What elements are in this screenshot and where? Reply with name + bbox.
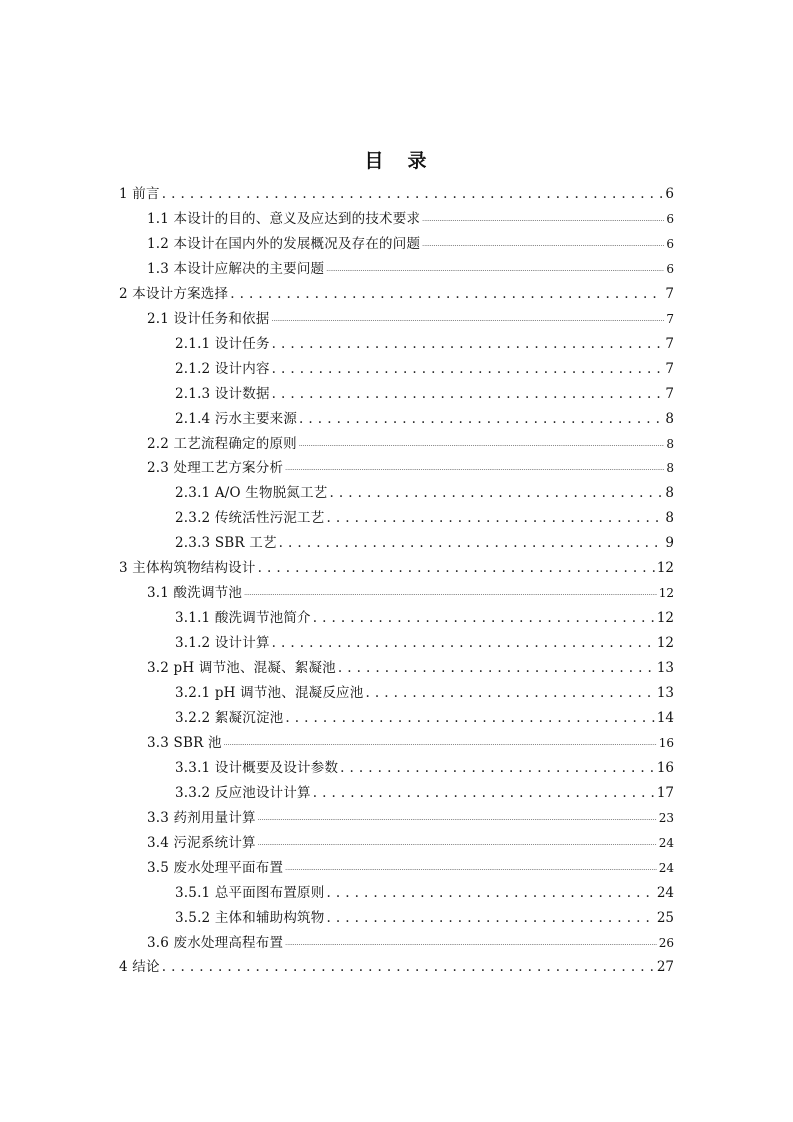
toc-dot-leader xyxy=(272,335,664,353)
toc-dot-leader xyxy=(326,909,654,927)
toc-dot-leader xyxy=(258,814,657,824)
toc-entry-label: 2.1.4 污水主要来源 xyxy=(175,410,298,427)
toc-entry[interactable] xyxy=(175,603,674,627)
toc-entry[interactable] xyxy=(147,229,674,253)
toc-entry-label: 2.1 设计任务和依据 xyxy=(147,310,270,327)
toc-page-number: 12 xyxy=(656,635,674,652)
toc-entry[interactable] xyxy=(119,952,674,976)
toc-page-number: 7 xyxy=(665,285,674,302)
toc-page-number: 25 xyxy=(656,909,674,926)
toc-dot-leader xyxy=(285,464,664,474)
toc-page-number: 13 xyxy=(656,660,674,677)
toc-entry[interactable] xyxy=(147,578,674,602)
toc-dot-leader xyxy=(299,440,664,450)
toc-entry[interactable] xyxy=(119,179,674,203)
toc-page-number: 26 xyxy=(658,935,674,950)
toc-page-number: 6 xyxy=(665,186,674,202)
toc-entry-label: 3.5.2 主体和辅助构筑物 xyxy=(175,909,325,926)
toc-entry-label: 3.2 pH 调节池、混凝、絮凝池 xyxy=(147,660,336,677)
toc-dot-leader xyxy=(326,509,663,527)
toc-entry[interactable] xyxy=(147,728,674,752)
toc-entry[interactable] xyxy=(147,653,674,677)
toc-entry-label: 4 结论 xyxy=(119,959,160,976)
toc-dot-leader xyxy=(285,709,654,727)
toc-page-number: 8 xyxy=(666,436,674,451)
toc-dot-leader xyxy=(338,659,655,677)
toc-entry[interactable] xyxy=(147,853,674,877)
toc-entry[interactable] xyxy=(175,478,674,502)
toc-dot-leader xyxy=(285,864,657,874)
toc-entry-label: 2.3.2 传统活性污泥工艺 xyxy=(175,510,325,527)
toc-entry[interactable] xyxy=(147,453,674,477)
toc-page-number: 14 xyxy=(656,709,674,726)
toc-dot-leader xyxy=(162,958,655,976)
toc-entry[interactable] xyxy=(147,928,674,952)
toc-entry-label: 1.2 本设计在国内外的发展概况及存在的问题 xyxy=(147,235,421,252)
toc-entry[interactable] xyxy=(147,828,674,852)
toc-dot-leader xyxy=(230,285,663,303)
toc-dot-leader xyxy=(285,939,657,949)
toc-entry-label: 2.1.3 设计数据 xyxy=(175,385,270,402)
toc-page-number: 7 xyxy=(666,311,674,326)
toc-entry[interactable] xyxy=(175,354,674,378)
toc-entry[interactable] xyxy=(175,528,674,552)
toc-entry[interactable] xyxy=(175,628,674,652)
toc-entry-label: 1 前言 xyxy=(119,186,160,202)
toc-entry-label: 3.1.2 设计计算 xyxy=(175,635,270,652)
toc-entry[interactable] xyxy=(147,803,674,827)
toc-entry-label: 2.2 工艺流程确定的原则 xyxy=(147,435,297,452)
toc-entry[interactable] xyxy=(175,678,674,702)
toc-page-number: 16 xyxy=(658,735,674,750)
toc-entry-label: 3.6 废水处理高程布置 xyxy=(147,934,284,951)
toc-entry[interactable] xyxy=(147,254,674,278)
toc-page-number: 8 xyxy=(665,485,674,502)
title-char-2: 录 xyxy=(407,150,429,172)
toc-dot-leader xyxy=(313,784,655,802)
toc-entry-label: 2.1.2 设计内容 xyxy=(175,360,270,377)
toc-entry-label: 3.3.1 设计概要及设计参数 xyxy=(175,759,339,776)
toc-page-number: 8 xyxy=(665,410,674,427)
toc-dot-leader xyxy=(340,759,655,777)
toc-entry-label: 3.2.1 pH 调节池、混凝反应池 xyxy=(175,685,364,701)
toc-page-number: 8 xyxy=(665,510,674,527)
toc-entry-label: 3 主体构筑物结构设计 xyxy=(119,560,256,577)
title-char-1: 目 xyxy=(364,150,386,172)
toc-entry[interactable] xyxy=(175,878,674,902)
toc-page-number: 23 xyxy=(658,810,674,825)
toc-entry-label: 2 本设计方案选择 xyxy=(119,285,229,302)
toc-entry[interactable] xyxy=(119,279,674,303)
toc-dot-leader xyxy=(271,315,664,325)
page-title xyxy=(0,146,793,173)
toc-page-number: 16 xyxy=(656,759,674,776)
toc-dot-leader xyxy=(299,410,663,428)
toc-entry-label: 3.3.2 反应池设计计算 xyxy=(175,784,311,801)
toc-entry[interactable] xyxy=(175,903,674,927)
toc-entry[interactable] xyxy=(175,778,674,802)
toc-page-number: 7 xyxy=(665,385,674,402)
toc-entry[interactable] xyxy=(147,304,674,328)
toc-dot-leader xyxy=(272,360,664,378)
toc-entry-label: 3.3 药剂用量计算 xyxy=(147,809,256,826)
toc-entry[interactable] xyxy=(175,503,674,527)
toc-dot-leader xyxy=(244,589,657,599)
toc-dot-leader xyxy=(224,739,657,749)
toc-entry-label: 3.4 污泥系统计算 xyxy=(147,834,256,851)
toc-entry-label: 3.1 酸洗调节池 xyxy=(147,585,243,602)
toc-dot-leader xyxy=(326,884,654,902)
toc-dot-leader xyxy=(279,534,664,552)
toc-page-number: 27 xyxy=(656,959,674,976)
toc-entry-label: 3.2.2 絮凝沉淀池 xyxy=(175,709,284,726)
toc-entry-label: 3.1.1 酸洗调节池简介 xyxy=(175,610,311,627)
toc-page-number: 17 xyxy=(656,784,674,801)
toc-page-number: 24 xyxy=(658,860,674,875)
toc-page-number: 6 xyxy=(666,236,674,251)
toc-entry[interactable] xyxy=(119,553,674,577)
toc-entry[interactable] xyxy=(147,204,674,228)
toc-page-number: 12 xyxy=(656,560,674,577)
toc-entry-label: 2.3.3 SBR 工艺 xyxy=(175,535,277,552)
toc-entry[interactable] xyxy=(175,703,674,727)
toc-page-number: 7 xyxy=(665,360,674,377)
toc-page-number: 12 xyxy=(658,586,674,601)
toc-page-number: 9 xyxy=(665,535,674,552)
toc-dot-leader xyxy=(422,215,664,225)
toc-dot-leader xyxy=(272,634,655,652)
toc-dot-leader xyxy=(313,609,655,627)
toc-entry-label: 3.3 SBR 池 xyxy=(147,734,222,751)
toc-entry-label: 3.5.1 总平面图布置原则 xyxy=(175,884,325,901)
toc-entry-label: 3.5 废水处理平面布置 xyxy=(147,859,284,876)
toc-dot-leader xyxy=(258,839,657,849)
toc-page-number: 24 xyxy=(658,835,674,850)
toc-page-number: 12 xyxy=(656,610,674,627)
toc-entry-label: 1.3 本设计应解决的主要问题 xyxy=(147,260,325,277)
toc-entry-label: 2.1.1 设计任务 xyxy=(175,335,270,352)
toc-entry[interactable] xyxy=(175,379,674,403)
toc-dot-leader xyxy=(365,684,654,702)
toc-dot-leader xyxy=(330,484,664,502)
toc-page-number: 13 xyxy=(656,685,674,701)
toc-entry[interactable] xyxy=(175,404,674,428)
toc-page-number: 8 xyxy=(666,461,674,476)
toc-dot-leader xyxy=(162,185,664,203)
toc-dot-leader xyxy=(272,385,664,403)
toc-entry[interactable] xyxy=(147,429,674,453)
toc-dot-leader xyxy=(258,559,655,577)
toc-page-number: 24 xyxy=(656,884,674,901)
toc-dot-leader xyxy=(422,240,664,250)
toc-entry-label: 1.1 本设计的目的、意义及应达到的技术要求 xyxy=(147,210,421,227)
toc-entry[interactable] xyxy=(175,329,674,353)
toc-entry-label: 2.3 处理工艺方案分析 xyxy=(147,460,284,477)
toc-page-number: 6 xyxy=(666,261,674,276)
toc-entry-label: 2.3.1 A/O 生物脱氮工艺 xyxy=(175,485,328,502)
toc-dot-leader xyxy=(326,265,664,275)
toc-page-number: 6 xyxy=(666,211,674,226)
toc-entry[interactable] xyxy=(175,753,674,777)
toc-page-number: 7 xyxy=(665,335,674,352)
